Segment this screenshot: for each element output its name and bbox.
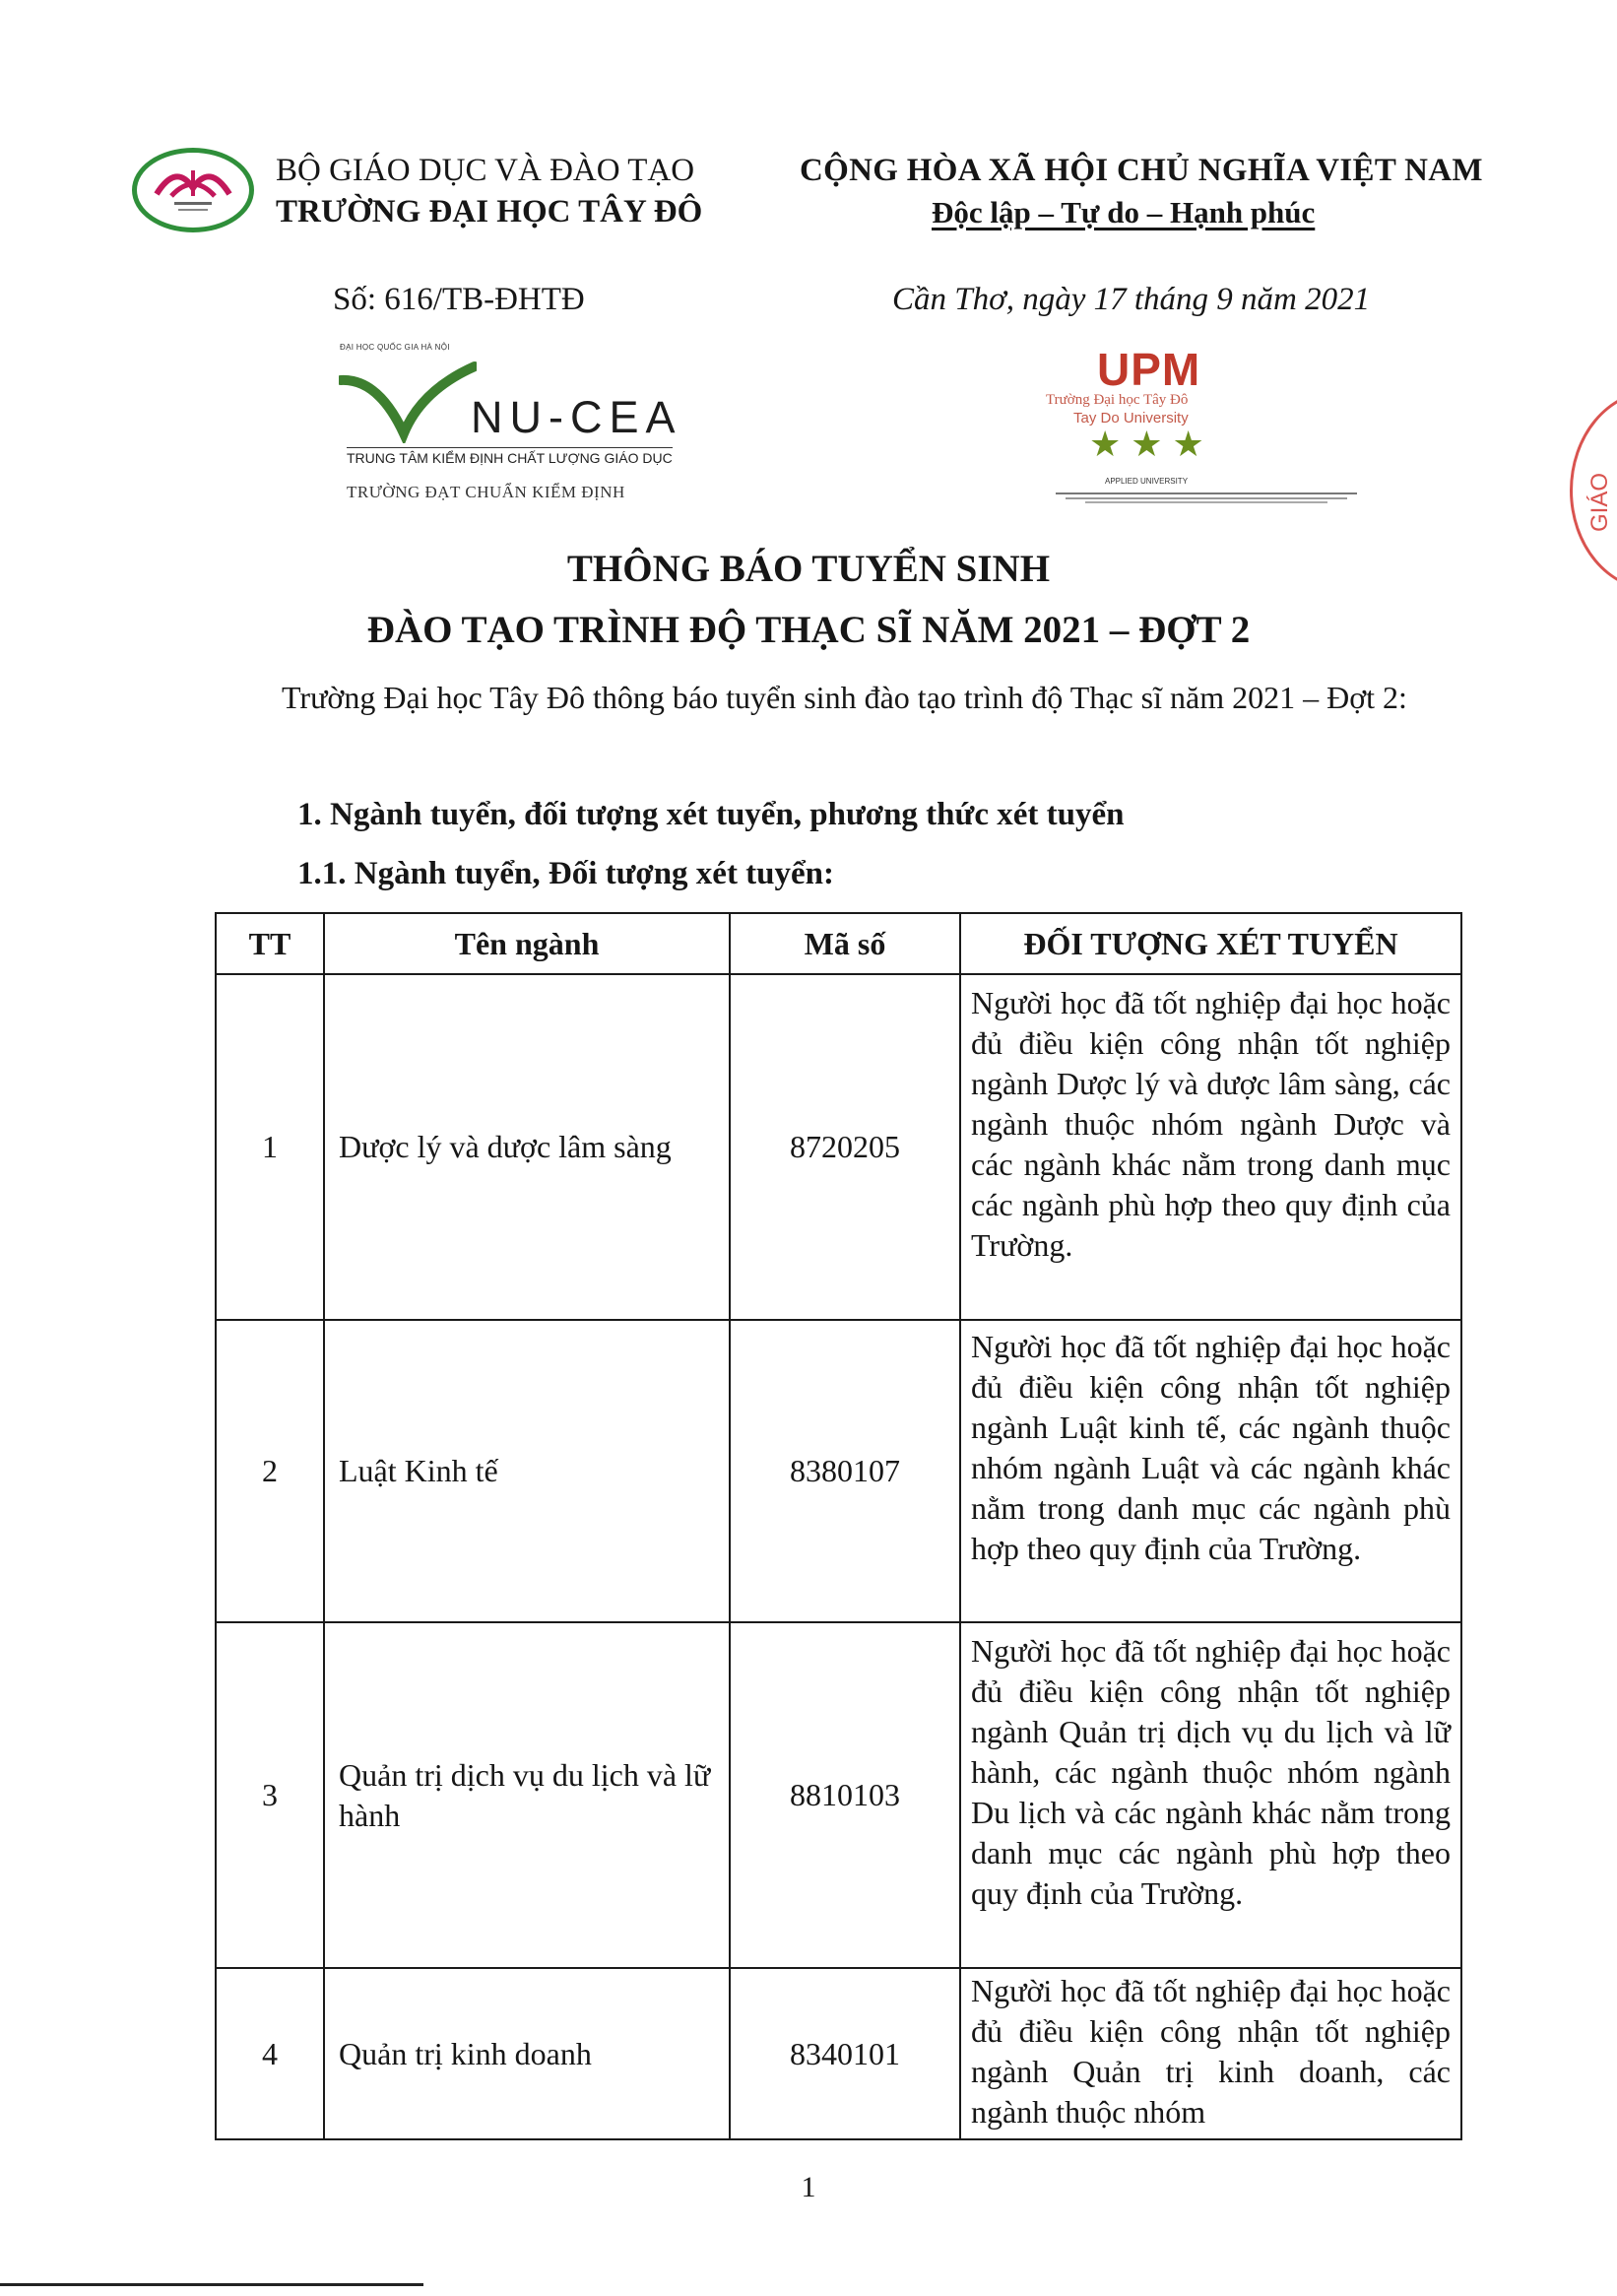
section-heading-1-1: 1.1. Ngành tuyển, Đối tượng xét tuyển: [297, 856, 835, 891]
table-row [216, 974, 1461, 1320]
place-date: Cần Thơ, ngày 17 tháng 9 năm 2021 [892, 282, 1371, 317]
accreditation-standard: TRƯỜNG ĐẠT CHUẨN KIỂM ĐỊNH [347, 483, 625, 501]
column-header-code: Mã số [730, 913, 960, 974]
nucea-logo-text: NU-CEA [471, 392, 682, 442]
document-subtitle: ĐÀO TẠO TRÌNH ĐỘ THẠC SĨ NĂM 2021 – ĐỢT 2 [366, 609, 1251, 651]
column-header-eligibility: ĐỐI TƯỢNG XÉT TUYỂN [960, 913, 1461, 974]
program-code: 8380107 [730, 1320, 960, 1622]
table-row [216, 1320, 1461, 1622]
eligibility-text: Người học đã tốt nghiệp đại học hoặc đủ điều kiện công nhận tốt nghiệp ngành Quản trị dịch vụ du lịch và lữ hành, các ngành thuộc nhóm ngành Du lịch và các ngành khác nằm trong danh mục các ngành phù hợp theo quy định của Trường. [960, 1622, 1461, 1968]
program-name: Dược lý và dược lâm sàng [324, 974, 730, 1320]
column-header-tt: TT [216, 913, 324, 974]
row-number: 2 [216, 1320, 324, 1622]
university-logo [132, 148, 254, 232]
university-name: TRƯỜNG ĐẠI HỌC TÂY ĐÔ [276, 194, 703, 230]
program-name: Quản trị dịch vụ du lịch và lữ hành [324, 1622, 730, 1968]
page-number: 1 [801, 2171, 816, 2203]
national-motto: Độc lập – Tự do – Hạnh phúc [932, 195, 1316, 230]
scan-edge-line [0, 2283, 423, 2286]
column-header-name: Tên ngành [324, 913, 730, 974]
upm-university-vn: Trường Đại học Tây Đô [1046, 392, 1189, 408]
republic-title: CỘNG HÒA XÃ HỘI CHỦ NGHĨA VIỆT NAM [800, 153, 1483, 188]
nucea-parent-org: ĐẠI HỌC QUỐC GIA HÀ NỘI [340, 343, 450, 352]
eligibility-text: Người học đã tốt nghiệp đại học hoặc đủ điều kiện công nhận tốt nghiệp ngành Luật kinh tế, các ngành thuộc nhóm ngành Luật và các ngành khác nằm trong danh mục các ngành phù hợp theo quy định của Trường. [960, 1320, 1461, 1622]
program-code: 8810103 [730, 1622, 960, 1968]
row-number: 4 [216, 1968, 324, 2139]
program-name: Luật Kinh tế [324, 1320, 730, 1622]
ministry-name: BỘ GIÁO DỤC VÀ ĐÀO TẠO [276, 153, 695, 188]
intro-paragraph: Trường Đại học Tây Đô thông báo tuyển sinh đào tạo trình độ Thạc sĩ năm 2021 – Đợt 2: [282, 680, 1407, 715]
nucea-center-name: TRUNG TÂM KIỂM ĐỊNH CHẤT LƯỢNG GIÁO DỤC [347, 447, 673, 466]
eligibility-text: Người học đã tốt nghiệp đại học hoặc đủ điều kiện công nhận tốt nghiệp ngành Dược lý và dược lâm sàng, các ngành thuộc nhóm ngành Dược và các ngành khác nằm trong danh mục các ngành phù hợp theo quy định của Trường. [960, 974, 1461, 1320]
lotus-icon [137, 153, 249, 228]
document-number: Số: 616/TB-ĐHTĐ [333, 282, 585, 317]
stamp-text: GIÁO [1586, 472, 1613, 532]
row-number: 1 [216, 974, 324, 1320]
upm-fine-print [1056, 491, 1357, 504]
table-row [216, 1622, 1461, 1968]
upm-university-en: Tay Do University [1073, 410, 1189, 426]
checkmark-swoosh-icon [339, 361, 477, 443]
row-number: 3 [216, 1622, 324, 1968]
programs-table [215, 912, 1462, 2140]
program-code: 8720205 [730, 974, 960, 1320]
table-row [216, 1968, 1461, 2139]
rating-stars-icon: ★★★ [1089, 425, 1214, 464]
upm-logo: UPM [1097, 344, 1201, 395]
eligibility-text: Người học đã tốt nghiệp đại học hoặc đủ điều kiện công nhận tốt nghiệp ngành Quản trị kinh doanh, các ngành thuộc nhóm [971, 1973, 1451, 2130]
upm-applied-label: APPLIED UNIVERSITY [1105, 477, 1189, 486]
section-heading-1: 1. Ngành tuyển, đối tượng xét tuyển, phương thức xét tuyển [297, 797, 1125, 832]
document-title: THÔNG BÁO TUYỂN SINH [566, 548, 1051, 590]
table-header-row [216, 913, 1461, 974]
program-code: 8340101 [730, 1968, 960, 2139]
program-name: Quản trị kinh doanh [324, 1968, 730, 2139]
